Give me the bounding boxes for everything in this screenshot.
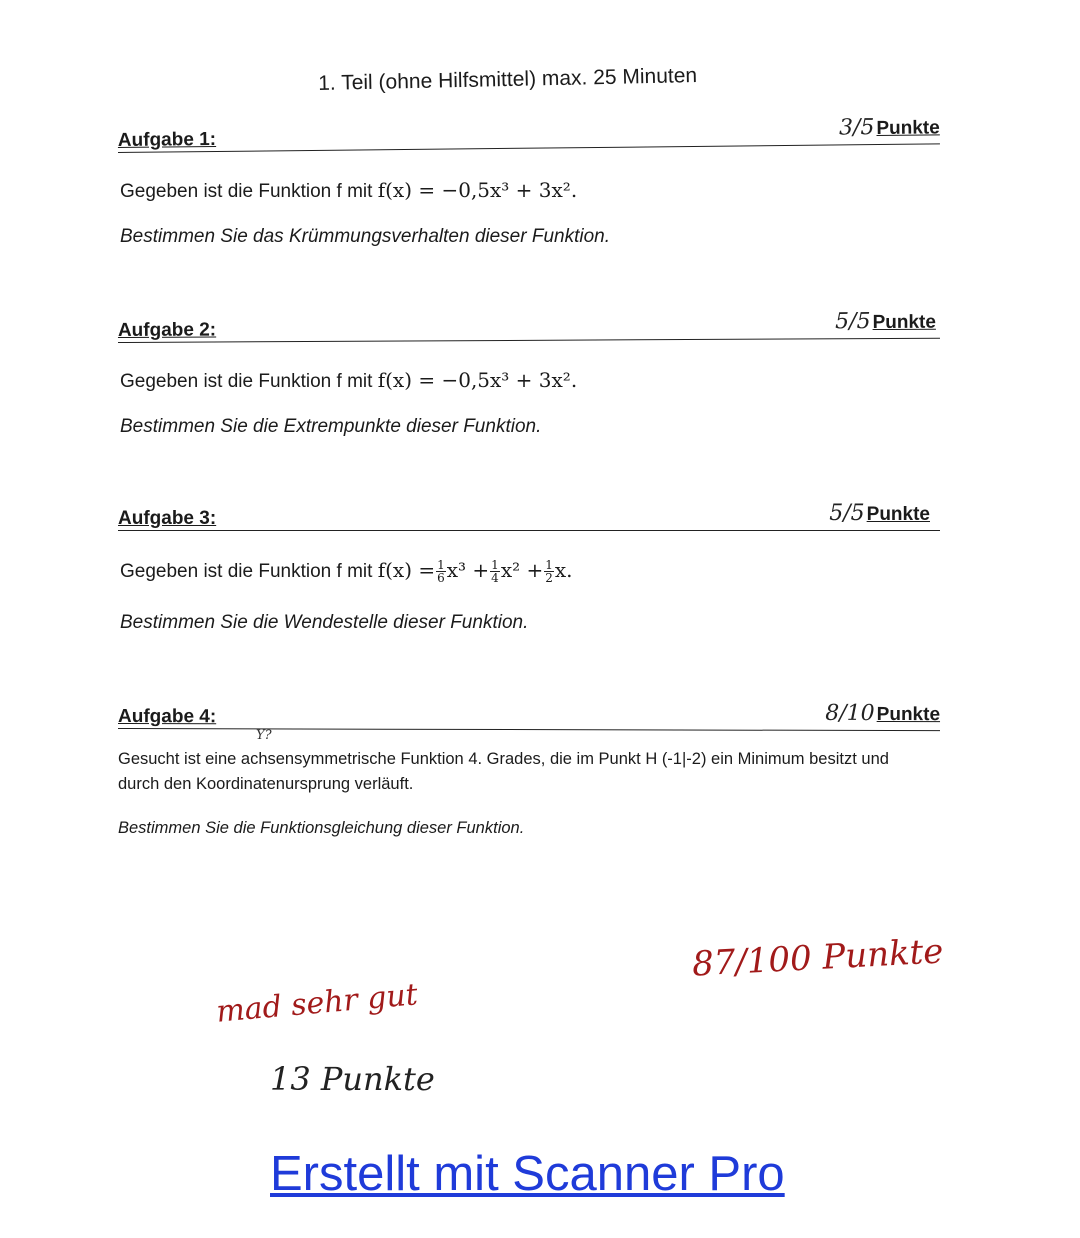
teacher-comment-handwriting: mad sehr gut [214,977,420,1030]
total-score-handwriting: 87/100 Punkte [691,931,945,985]
task-2-label: Aufgabe 2: [117,319,217,342]
task-1 [117,115,940,258]
task-3-score: 5/5 [829,501,865,526]
fraction-denominator: 2 [545,571,553,585]
task-4-instruction: Bestimmen Sie die Funktionsgleichung dieser Funktion. [118,819,525,837]
task-4 [118,694,940,854]
task-3-instruction: Bestimmen Sie die Wendestelle dieser Funktion. [120,612,529,633]
task-2-points [835,309,936,335]
task-2-score: 5/5 [835,309,871,335]
task-1-points-label: Punkte [876,117,940,140]
task-2-header [118,304,940,343]
task-3-term-3: x. [554,558,573,582]
task-3-intro: Gegeben ist die Funktion f mit [120,561,373,582]
task-3 [118,496,940,646]
task-1-given [120,178,577,203]
task-4-header [118,694,940,731]
fraction-denominator: 4 [491,571,499,585]
task-3-fraction-1 [436,559,446,584]
fraction-denominator: 6 [437,571,445,585]
fraction-numerator: 1 [545,558,553,572]
task-2-points-label: Punkte [872,311,936,334]
task-1-instruction: Bestimmen Sie das Krümmungsverhalten dieser Funktion. [120,226,611,247]
task-3-label: Aufgabe 3: [118,508,217,529]
task-3-formula-prefix: f(x) = [377,558,436,582]
task-3-header [118,496,940,531]
page-title: 1. Teil (ohne Hilfsmittel) max. 25 Minuten [318,64,698,95]
task-4-points [825,701,940,726]
task-3-points-label: Punkte [866,504,930,525]
fraction-numerator: 1 [491,558,499,572]
task-1-label: Aufgabe 1: [117,128,217,152]
partial-score-handwriting: 13 Punkte [270,1060,435,1098]
task-3-fraction-2 [490,559,500,584]
task-4-description-line-2: durch den Koordinatenursprung verläuft. [118,775,414,793]
task-1-points [839,114,940,140]
scanner-pro-link[interactable]: Erstellt mit Scanner Pro [270,1147,785,1201]
task-2-intro: Gegeben ist die Funktion f mit [120,371,373,392]
task-3-points [829,501,930,526]
task-3-term-1: x³ + [446,558,490,582]
task-3-term-2: x² + [500,558,544,582]
task-3-fraction-3 [544,559,554,584]
task-1-score: 3/5 [838,115,875,141]
task-2 [118,308,940,448]
task-4-margin-note: Y? [256,728,272,743]
task-1-intro: Gegeben ist die Funktion f mit [120,181,373,202]
task-2-formula: f(x) = −0,5x³ + 3x². [377,368,578,392]
fraction-numerator: 1 [437,558,445,572]
task-1-formula: f(x) = −0,5x³ + 3x². [377,178,578,202]
task-4-points-label: Punkte [876,703,941,726]
task-4-score: 8/10 [825,700,875,726]
task-3-given [120,558,573,584]
task-4-label: Aufgabe 4: [118,706,217,728]
task-2-given [120,368,577,393]
task-4-description-line-1: Gesucht ist eine achsensymmetrische Funktion 4. Grades, die im Punkt H (-1|-2) ein Minimum besitzt und [118,750,889,768]
task-2-instruction: Bestimmen Sie die Extrempunkte dieser Funktion. [120,416,542,437]
task-3-formula [377,558,573,585]
task-1-header [118,109,940,153]
